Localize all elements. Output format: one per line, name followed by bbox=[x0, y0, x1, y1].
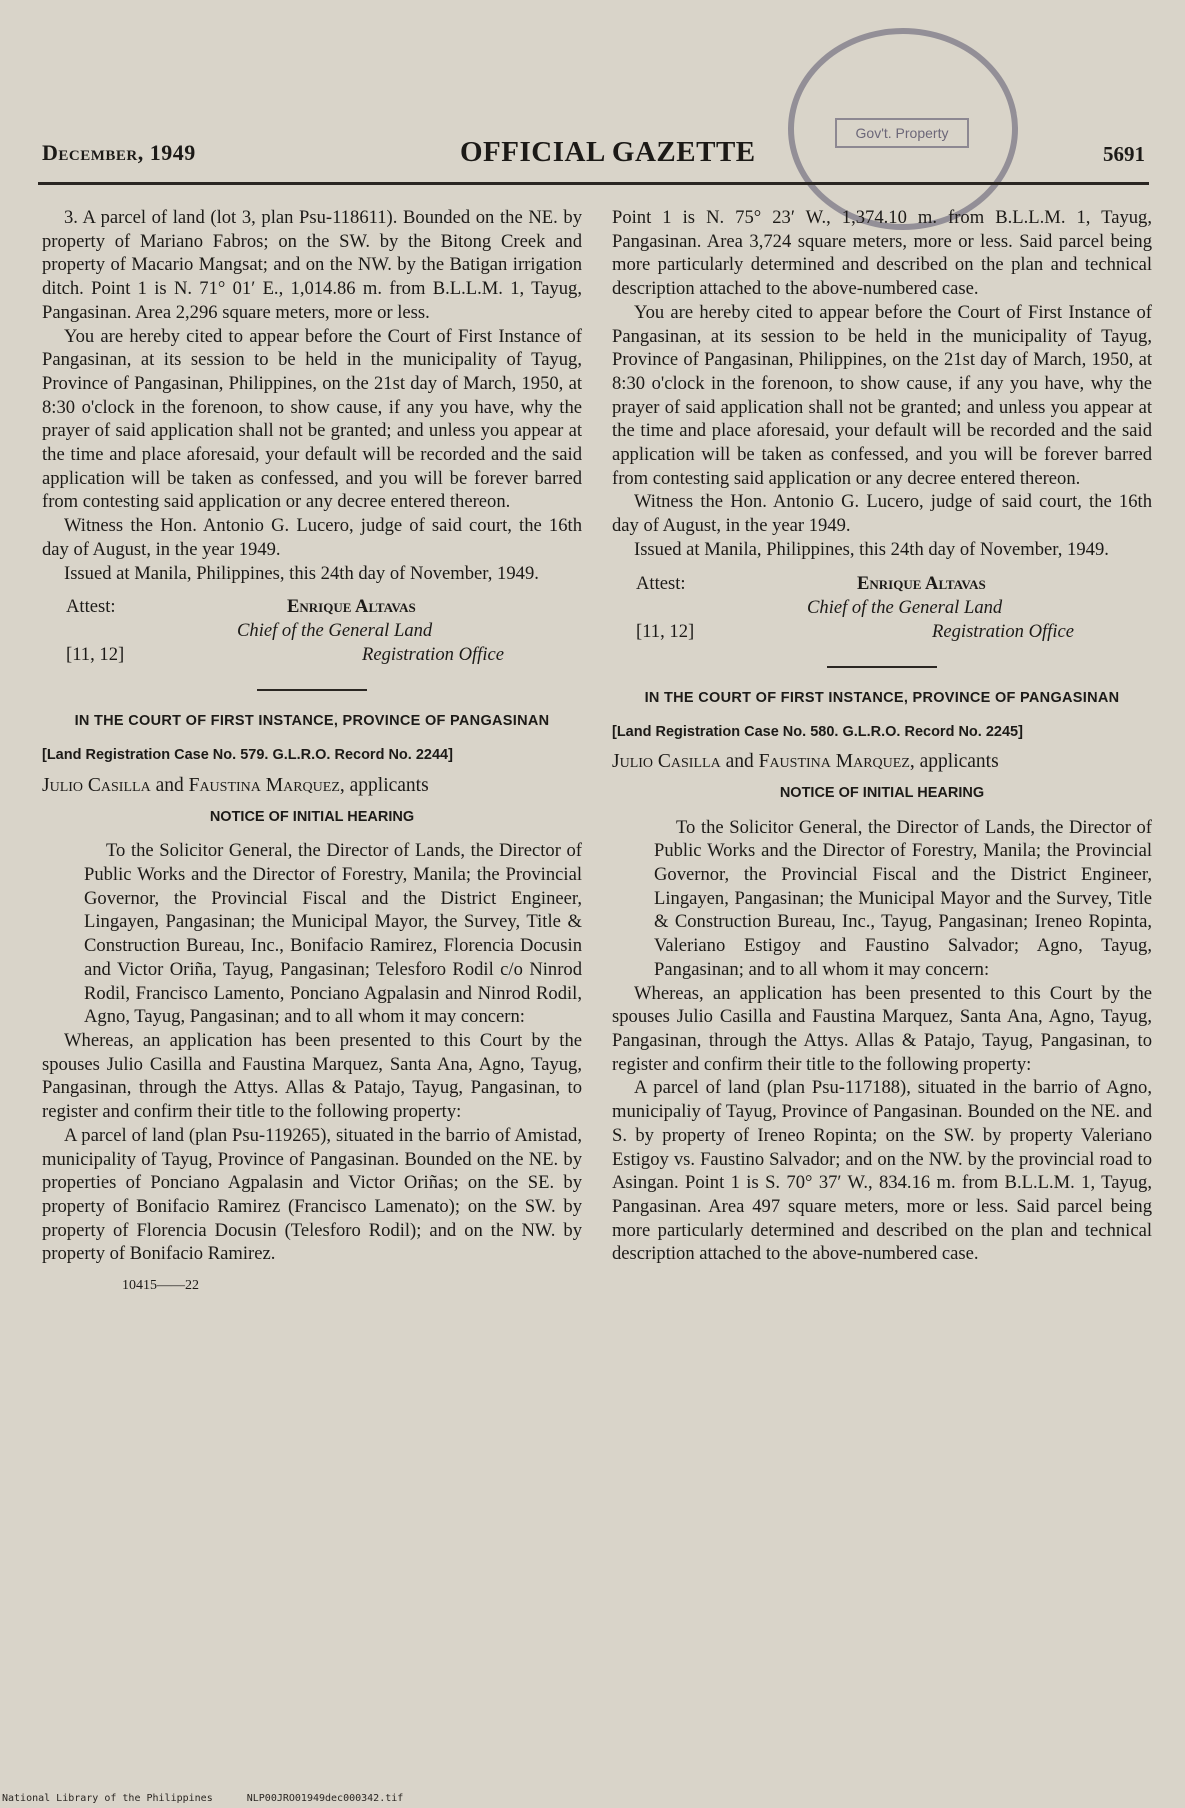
parcel-paragraph: A parcel of land (plan Psu-117188), situated in the barrio of Agno, municipaliy of Tayug, Province of Pangasinan. Bounded on the NE. and S. by property of Ireneo Ropinta; on the SW. by property Valeriano Estigoy vs. Faustino Salvador; and on the NW. by the provincial road to Asingan. Point 1 is S. 70° 37′ W., 834.16 m. from B.L.L.M. 1, Tayug, Pangasinan. Area 497 square meters, more or less. Said parcel being more particularly determined and described on the plan and technical description attached to the above-numbered case. bbox=[612, 1077, 1152, 1265]
applicants-line bbox=[612, 750, 1152, 774]
issued-paragraph: Issued at Manila, Philippines, this 24th day of November, 1949. bbox=[634, 538, 1109, 560]
attest-name: Enrique Altavas bbox=[287, 596, 416, 618]
notice-title: NOTICE OF INITIAL HEARING bbox=[209, 808, 415, 825]
scan-library: National Library of the Philippines bbox=[2, 1793, 213, 1804]
page-number: 5691 bbox=[1103, 142, 1145, 166]
print-code: 10415——22 bbox=[122, 1278, 199, 1294]
cited-paragraph: You are hereby cited to appear before the Court of First Instance of Pangasinan, at its session to be held in the municipality of Tayug, Province of Pangasinan, Philippines, on the 21st day of March, 1950, at 8:30 o'clock in the forenoon, to show cause, if any you have, why the prayer of said application shall not be granted; and unless you appear at the time and place aforesaid, your default will be recorded and the said application will be taken as confessed, and you will be forever barred from contesting said application or any decree entered thereon. bbox=[42, 325, 582, 513]
applicant-and: and bbox=[155, 774, 184, 796]
applicant-name-1: Julio Casilla bbox=[42, 774, 151, 796]
scan-filename: NLP00JRO01949dec000342.tif bbox=[246, 1793, 404, 1804]
attest-office-line2: Registration Office bbox=[932, 620, 1075, 642]
applicants-line bbox=[42, 774, 582, 798]
attest-block bbox=[612, 572, 1152, 644]
court-header: IN THE COURT OF FIRST INSTANCE, PROVINCE OF PANGASINAN bbox=[74, 713, 550, 730]
whereas-paragraph: Whereas, an application has been presented to this Court by the spouses Julio Casilla and Faustina Marquez, Santa Ana, Agno, Tayug, Pangasinan, through the Attys. Allas & Patajo, Tayug, Pangasinan, to register and confirm their title to the following property: bbox=[42, 1029, 582, 1123]
applicant-and: and bbox=[725, 751, 754, 773]
publication-title: OFFICIAL GAZETTE bbox=[460, 136, 756, 168]
address-paragraph: To the Solicitor General, the Director of Lands, the Director of Public Works and the Director of Forestry, Manila; the Provincial Governor, the Provincial Fiscal and the District Engineer, Lingayen, Pangasinan; the Municipal Mayor and the Survey, Title & Construction Bureau, Inc., Tayug, Pangasinan; Ireneo Ropinta, Valeriano Estigoy and Faustino Salvador; Agno, Tayug, Pangasinan; and to all whom it may concern: bbox=[654, 816, 1152, 980]
case-line: [Land Registration Case No. 580. G.L.R.O. Record No. 2245] bbox=[612, 723, 1023, 740]
applicant-name-2: Faustina Marquez bbox=[188, 774, 340, 796]
court-header: IN THE COURT OF FIRST INSTANCE, PROVINCE OF PANGASINAN bbox=[644, 689, 1120, 706]
attest-reference: [11, 12] bbox=[66, 644, 125, 666]
attest-reference: [11, 12] bbox=[636, 620, 695, 642]
issue-date: December, 1949 bbox=[42, 140, 196, 165]
stamp-label: Gov't. Property bbox=[835, 118, 969, 148]
right-column bbox=[612, 206, 1152, 1266]
attest-office-line1: Chief of the General Land bbox=[807, 596, 1003, 618]
witness-paragraph: Witness the Hon. Antonio G. Lucero, judge of said court, the 16th day of August, in the year 1949. bbox=[42, 515, 582, 560]
applicant-suffix: , applicants bbox=[339, 774, 429, 796]
attest-office-line2: Registration Office bbox=[362, 644, 505, 666]
witness-paragraph: Witness the Hon. Antonio G. Lucero, judge of said court, the 16th day of August, in the year 1949. bbox=[612, 491, 1152, 537]
parcel-paragraph: A parcel of land (plan Psu-119265), situated in the barrio of Amistad, municipality of Tayug, Province of Pangasinan. Bounded on the NE. by properties of Ponciano Agpalasin and Victor Oriñas; on the SE. by property of Bonifacio Ramirez (Francisco Lamenato); on the SW. by property of Florencia Docusin (Telesforo Rodil); and on the NW. by property of Bonifacio Ramirez. bbox=[42, 1124, 582, 1265]
attest-block bbox=[42, 595, 582, 667]
attest-label: Attest: bbox=[636, 572, 686, 594]
attest-label: Attest: bbox=[66, 596, 116, 618]
header-divider bbox=[38, 182, 1149, 185]
case-line: [Land Registration Case No. 579. G.L.R.O. Record No. 2244] bbox=[42, 747, 453, 764]
applicant-suffix: , applicants bbox=[909, 751, 999, 773]
scan-footer bbox=[2, 1793, 431, 1804]
applicant-name-1: Julio Casilla bbox=[612, 751, 721, 773]
section-divider bbox=[257, 689, 367, 691]
lot-paragraph: 3. A parcel of land (lot 3, plan Psu-118611). Bounded on the NE. by property of Mariano Fabros; on the SW. by the Bitong Creek and property of Macario Mangsat; and on the NW. by the Batigan irrigation ditch. Point 1 is N. 71° 01′ E., 1,014.86 m. from B.L.L.M. 1, Tayug, Pangasinan. Area 2,296 square meters, more or less. bbox=[42, 207, 582, 323]
whereas-paragraph: Whereas, an application has been presented to this Court by the spouses Julio Casilla and Faustina Marquez, Santa Ana, Agno, Tayug, Pangasinan, through the Attys. Allas & Patajo, Tayug, Pangasinan, to register and confirm their title to the following property: bbox=[612, 982, 1152, 1075]
issued-paragraph: Issued at Manila, Philippines, this 24th day of November, 1949. bbox=[64, 562, 539, 584]
section-divider bbox=[827, 666, 937, 668]
attest-name: Enrique Altavas bbox=[857, 572, 986, 594]
address-paragraph: To the Solicitor General, the Director of Lands, the Director of Public Works and the Director of Forestry, Manila; the Provincial Governor, the Provincial Fiscal and the District Engineer, Lingayen, Pangasinan; the Municipal Mayor, the Survey, Title & Construction Bureau, Inc., Bonifacio Ramirez, Florencia Docusin and Victor Oriña, Tayug, Pangasinan; Telesforo Rodil c/o Ninrod Rodil, Francisco Lamento, Ponciano Agpalasin and Ninrod Rodil, Agno, Tayug, Pangasinan; and to all whom it may concern: bbox=[84, 840, 582, 1028]
attest-office-line1: Chief of the General Land bbox=[237, 620, 433, 642]
notice-title: NOTICE OF INITIAL HEARING bbox=[779, 784, 985, 801]
left-column bbox=[42, 206, 582, 1298]
point-paragraph: Point 1 is N. 75° 23′ W., 1,374.10 m. from B.L.L.M. 1, Tayug, Pangasinan. Area 3,724 square meters, more or less. Said parcel being more particularly determined and described on the plan and technical description attached to the above-numbered case. bbox=[612, 207, 1152, 300]
applicant-name-2: Faustina Marquez bbox=[758, 751, 910, 773]
cited-paragraph: You are hereby cited to appear before the Court of First Instance of Pangasinan, at its session to be held in the municipality of Tayug, Province of Pangasinan, Philippines, on the 21st day of March, 1950, at 8:30 o'clock in the forenoon, to show cause, if any you have, why the prayer of said application shall not be granted; and unless you appear at the time and place aforesaid, your default will be recorded and the said application will be taken as confessed, and you will be forever barred from contesting said application or any decree entered thereon. bbox=[612, 301, 1152, 489]
